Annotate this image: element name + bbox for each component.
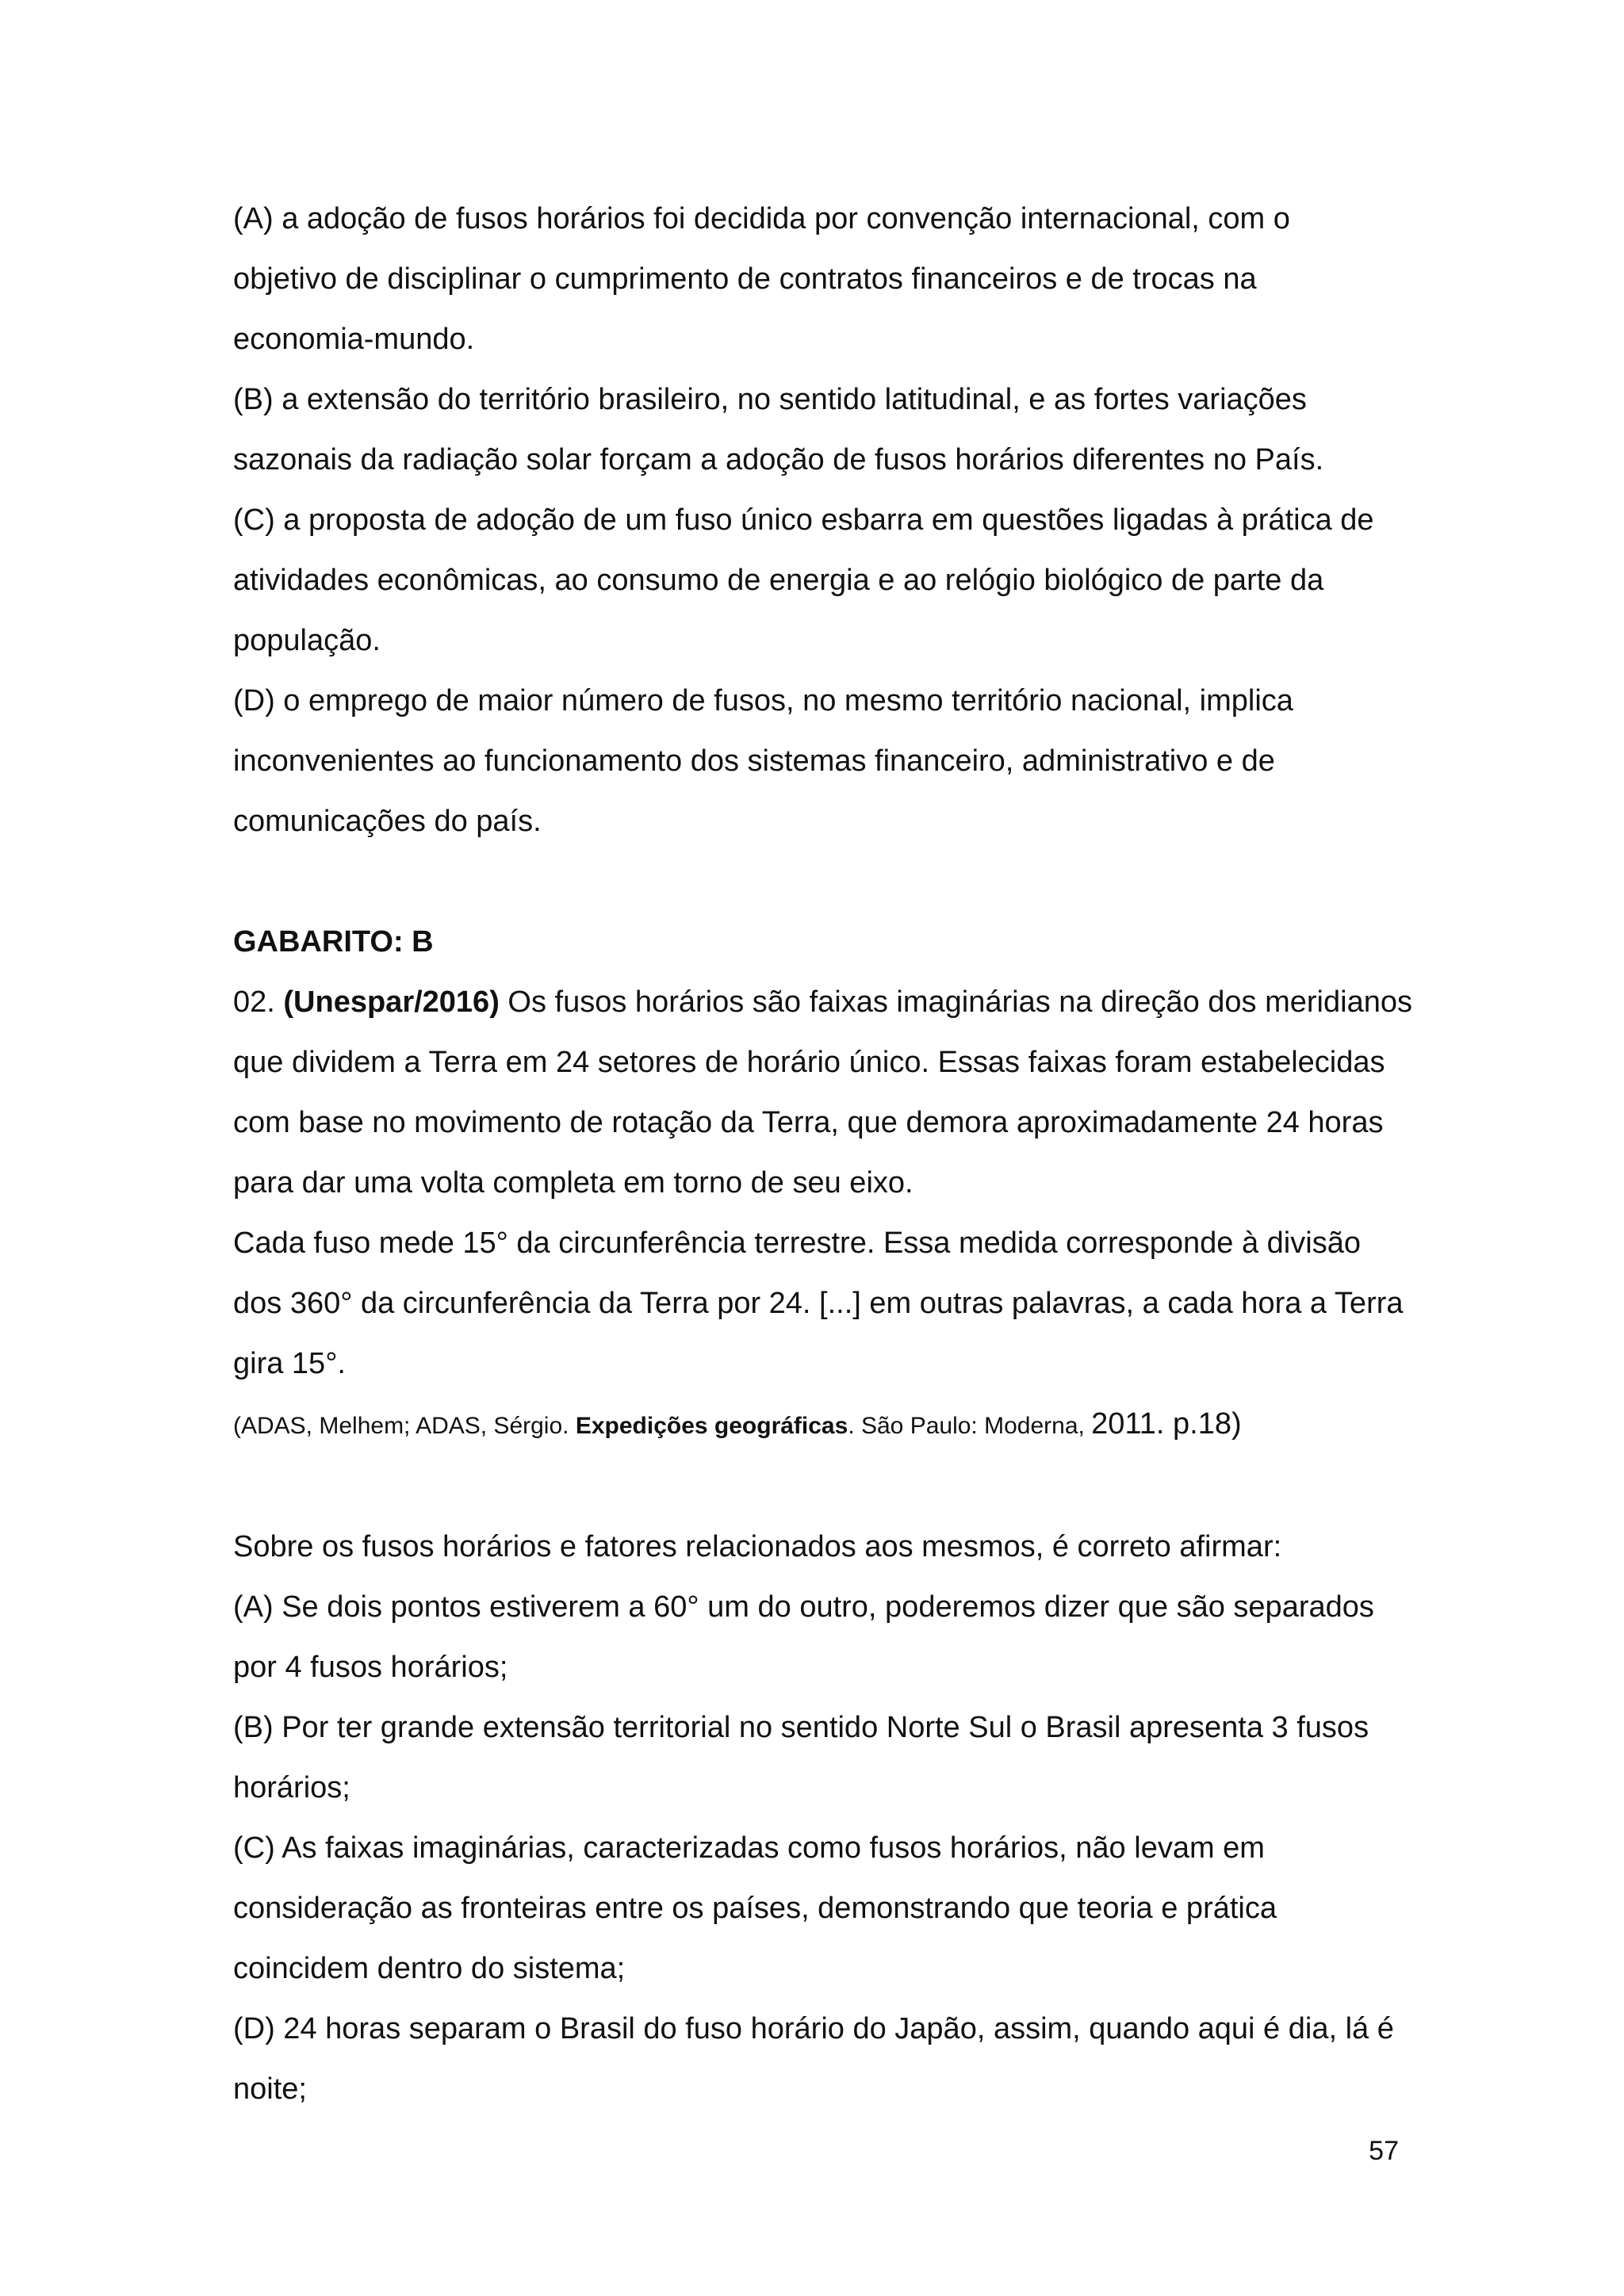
text-line: (A) a adoção de fusos horários foi decidida por convenção internacional, com o [233, 202, 1290, 235]
text-line: (D) 24 horas separam o Brasil do fuso horário do Japão, assim, quando aqui é dia, lá é [233, 2012, 1394, 2045]
prev-option-c [233, 490, 1399, 671]
citation-year-page: 2011. p.18) [1091, 1407, 1242, 1441]
prev-option-d [233, 671, 1399, 851]
prev-option-a [233, 189, 1399, 369]
text-line: gira 15°. [233, 1347, 346, 1380]
text-line: (B) Por ter grande extensão territorial no sentido Norte Sul o Brasil apresenta 3 fusos [233, 1711, 1369, 1744]
question-02-paragraph-1 [233, 1032, 1399, 1213]
question-source: (Unespar/2016) [283, 985, 500, 1019]
text-line: (B) a extensão do território brasileiro, no sentido latitudinal, e as fortes variações [233, 383, 1307, 416]
text-line: população. [233, 624, 381, 657]
text-line: sazonais da radiação solar forçam a adoção de fusos horários diferentes no País. [233, 443, 1324, 476]
option-d [233, 1999, 1399, 2119]
spacer [233, 1456, 1399, 1517]
text-line: para dar uma volta completa em torno de seu eixo. [233, 1166, 914, 1200]
text-line: economia-mundo. [233, 323, 475, 356]
text-line: coincidem dentro do sistema; [233, 1952, 626, 1985]
page-content [233, 189, 1412, 2119]
question-text-start: Os fusos horários são faixas imaginárias na direção dos meridianos [508, 985, 1412, 1019]
page-number: 57 [1369, 2136, 1399, 2166]
text-line: (C) a proposta de adoção de um fuso único esbarra em questões ligadas à prática de [233, 503, 1374, 537]
question-02-paragraph-2 [233, 1213, 1404, 1394]
option-b [233, 1697, 1399, 1818]
text-line: com base no movimento de rotação da Terra, que demora aproximadamente 24 horas [233, 1106, 1384, 1139]
text-line: (D) o emprego de maior número de fusos, no mesmo território nacional, implica [233, 684, 1293, 718]
text-line: Cada fuso mede 15° da circunferência terrestre. Essa medida corresponde à divisão [233, 1226, 1361, 1260]
text-line: inconvenientes ao funcionamento dos sistemas financeiro, administrativo e de [233, 744, 1275, 778]
spacer [233, 851, 1399, 912]
text-line: dos 360° da circunferência da Terra por 24. [...] em outras palavras, a cada hora a Terra [233, 1287, 1404, 1320]
question-number: 02. [233, 985, 275, 1019]
text-line: horários; [233, 1771, 350, 1804]
prev-option-b [233, 369, 1399, 490]
question-02-heading [233, 972, 1412, 1032]
text-line: comunicações do país. [233, 805, 542, 838]
text-line: consideração as fronteiras entre os países, demonstrando que teoria e prática [233, 1892, 1277, 1925]
text-line: que dividem a Terra em 24 setores de horário único. Essas faixas foram estabelecidas [233, 1046, 1385, 1079]
text-line: objetivo de disciplinar o cumprimento de contratos financeiros e de trocas na [233, 262, 1257, 296]
answer-key: GABARITO: B [233, 925, 434, 959]
text-line: atividades econômicas, ao consumo de energia e ao relógio biológico de parte da [233, 564, 1324, 597]
citation-book-title: Expedições geográficas [575, 1413, 848, 1439]
text-line: (A) Se dois pontos estiverem a 60° um do outro, poderemos dizer que são separados [233, 1590, 1374, 1624]
option-c [233, 1818, 1399, 1999]
question-prompt: Sobre os fusos horários e fatores relacionados aos mesmos, é correto afirmar: [233, 1530, 1282, 1563]
citation [233, 1394, 1399, 1456]
citation-authors: (ADAS, Melhem; ADAS, Sérgio. [233, 1413, 576, 1439]
text-line: (C) As faixas imaginárias, caracterizadas como fusos horários, não levam em [233, 1831, 1265, 1865]
option-a [233, 1577, 1399, 1697]
citation-publisher: . São Paulo: Moderna, [848, 1413, 1092, 1439]
text-line: por 4 fusos horários; [233, 1651, 508, 1684]
text-line: noite; [233, 2072, 307, 2106]
